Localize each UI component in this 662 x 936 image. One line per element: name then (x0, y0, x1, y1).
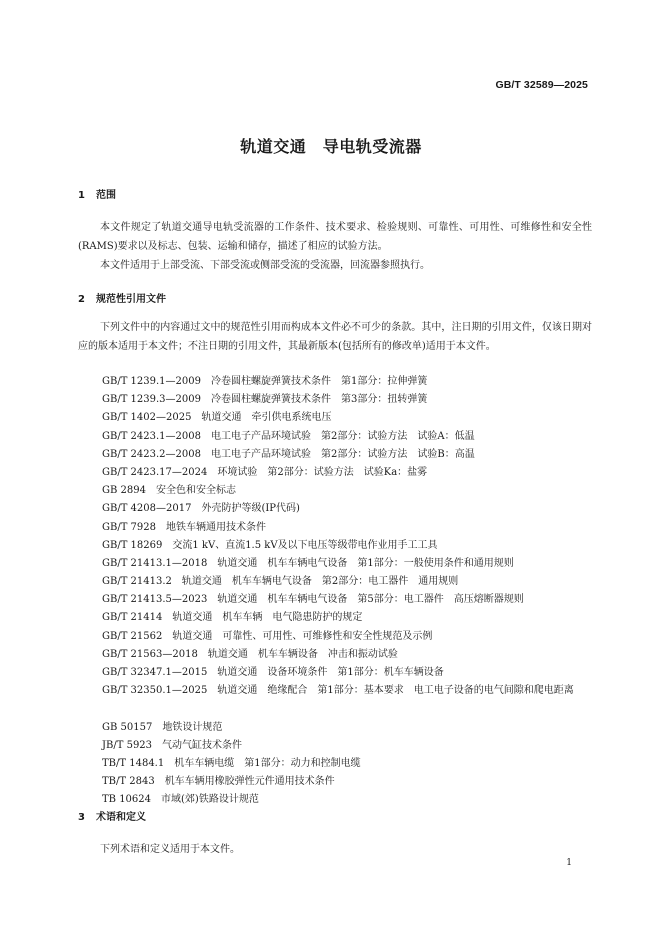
reference-item (102, 555, 592, 573)
reference-code: GB/T 32347.1—2015 (102, 667, 208, 678)
reference-item (102, 737, 592, 755)
section-title: 范围 (96, 190, 116, 201)
reference-title: 冷卷圆柱螺旋弹簧技术条件 第1部分：拉伸弹簧 (211, 376, 428, 387)
reference-code: GB/T 1239.3—2009 (102, 394, 201, 406)
reference-title: 地铁设计规范 (162, 721, 223, 733)
reference-item (102, 591, 592, 609)
reference-item (102, 791, 592, 809)
reference-title: 轨道交通 机车车辆设备 冲击和振动试验 (207, 648, 398, 660)
reference-title: 机车车辆电缆 第1部分：动力和控制电缆 (174, 757, 361, 769)
reference-code: TB/T 2843 (102, 776, 155, 788)
reference-code: GB/T 1402—2025 (102, 412, 192, 424)
reference-code: GB/T 21413.2 (102, 576, 172, 588)
reference-code: GB 50157 (102, 721, 153, 733)
reference-title: 轨道交通 设备环境条件 第1部分：机车车辆设备 (217, 667, 444, 678)
reference-code: TB 10624 (102, 794, 152, 806)
page-number: 1 (566, 858, 572, 868)
reference-code: GB/T 21563—2018 (102, 648, 198, 660)
reference-title: 电工电子产品环境试验 第2部分：试验方法 试验A：低温 (211, 430, 475, 442)
reference-item (102, 446, 592, 464)
reference-item (102, 646, 592, 664)
reference-title: 地铁车辆通用技术条件 (166, 521, 267, 533)
section-heading-scope (78, 186, 116, 201)
reference-title: 冷卷圆柱螺旋弹簧技术条件 第3部分：扭转弹簧 (211, 394, 428, 406)
reference-item (102, 464, 592, 482)
paragraph: 下列术语和定义适用于本文件。 (100, 844, 240, 855)
reference-code: GB/T 1239.1—2009 (102, 376, 201, 387)
reference-title: 轨道交通 机车车辆电气设备 第1部分：一般使用条件和通用规则 (217, 557, 514, 569)
section-heading-terms (78, 808, 146, 823)
reference-title: 轨道交通 机车车辆电气设备 第5部分：电工器件 高压熔断器规则 (217, 594, 524, 606)
reference-item (102, 773, 592, 791)
section-number: 3 (78, 812, 85, 823)
reference-code: JB/T 5923 (102, 739, 153, 751)
document-title: 轨道交通 导电轨受流器 (240, 137, 422, 156)
reference-title: 外壳防护等级(IP代码) (201, 503, 300, 515)
reference-item (102, 719, 592, 737)
reference-code: GB/T 7928 (102, 521, 157, 533)
reference-item (102, 628, 592, 646)
reference-item (102, 664, 592, 682)
reference-code: TB/T 1484.1 (102, 757, 165, 769)
reference-list (102, 373, 592, 810)
reference-item (102, 500, 592, 518)
reference-title: 市域(郊)铁路设计规范 (161, 794, 259, 806)
reference-item (102, 573, 592, 591)
section-number: 2 (78, 294, 85, 305)
section-number: 1 (78, 190, 85, 201)
reference-title: 气动气缸技术条件 (162, 739, 243, 751)
paragraph: 本文件适用于上部受流、下部受流或侧部受流的受流器，回流器参照执行。 (100, 260, 430, 271)
reference-item (102, 409, 592, 427)
reference-title: 交流1 kV、直流1.5 kV及以下电压等级带电作业用手工工具 (172, 539, 438, 551)
paragraph: 本文件规定了轨道交通导电轨受流器的工作条件、技术要求、检验规则、可靠性、可用性、可维修性和安全性(RAMS)要求以及标志、包装、运输和储存，描述了相应的试验方法。 (78, 222, 592, 252)
reference-item (102, 482, 592, 500)
section-title: 规范性引用文件 (96, 294, 166, 305)
reference-code: GB/T 2423.17—2024 (102, 466, 208, 478)
reference-title: 机车车辆用橡胶弹性元件通用技术条件 (164, 776, 335, 788)
reference-code: GB/T 2423.2—2008 (102, 448, 201, 460)
reference-item (102, 428, 592, 446)
reference-item (78, 682, 592, 718)
reference-code: GB/T 4208—2017 (102, 503, 192, 515)
reference-code: GB/T 32350.1—2025 (102, 685, 208, 697)
reference-item (102, 519, 592, 537)
reference-title: 安全色和安全标志 (155, 485, 236, 497)
standard-number: GB/T 32589—2025 (495, 79, 588, 91)
reference-title: 电工电子产品环境试验 第2部分：试验方法 试验B：高温 (211, 448, 475, 460)
reference-code: GB/T 18269 (102, 539, 163, 551)
normative-intro (78, 318, 592, 356)
terms-intro (78, 840, 592, 859)
scope-text (78, 218, 592, 275)
reference-title: 轨道交通 机车车辆 电气隐患防护的规定 (172, 612, 363, 624)
reference-title: 轨道交通 绝缘配合 第1部分：基本要求 电工电子设备的电气间隙和爬电距离 (217, 685, 574, 697)
reference-item (102, 537, 592, 555)
section-heading-normative-references (78, 290, 166, 305)
reference-item (102, 609, 592, 627)
paragraph: 下列文件中的内容通过文中的规范性引用而构成本文件必不可少的条款。其中，注日期的引用文件，仅该日期对应的版本适用于本文件；不注日期的引用文件，其最新版本(包括所有的修改单)适用于本文件。 (78, 322, 592, 352)
reference-title: 轨道交通 可靠性、可用性、可维修性和安全性规范及示例 (172, 630, 433, 642)
reference-code: GB/T 2423.1—2008 (102, 430, 201, 442)
reference-item (102, 755, 592, 773)
reference-title: 轨道交通 牵引供电系统电压 (201, 412, 332, 424)
reference-code: GB/T 21413.5—2023 (102, 594, 208, 606)
reference-item (102, 373, 592, 391)
reference-code: GB/T 21414 (102, 612, 163, 624)
reference-code: GB 2894 (102, 485, 146, 497)
reference-code: GB/T 21413.1—2018 (102, 557, 208, 569)
reference-title: 环境试验 第2部分：试验方法 试验Ka：盐雾 (217, 466, 428, 478)
reference-code: GB/T 21562 (102, 630, 163, 642)
reference-title: 轨道交通 机车车辆电气设备 第2部分：电工器件 通用规则 (181, 576, 459, 588)
section-title: 术语和定义 (96, 812, 146, 823)
reference-item (102, 391, 592, 409)
